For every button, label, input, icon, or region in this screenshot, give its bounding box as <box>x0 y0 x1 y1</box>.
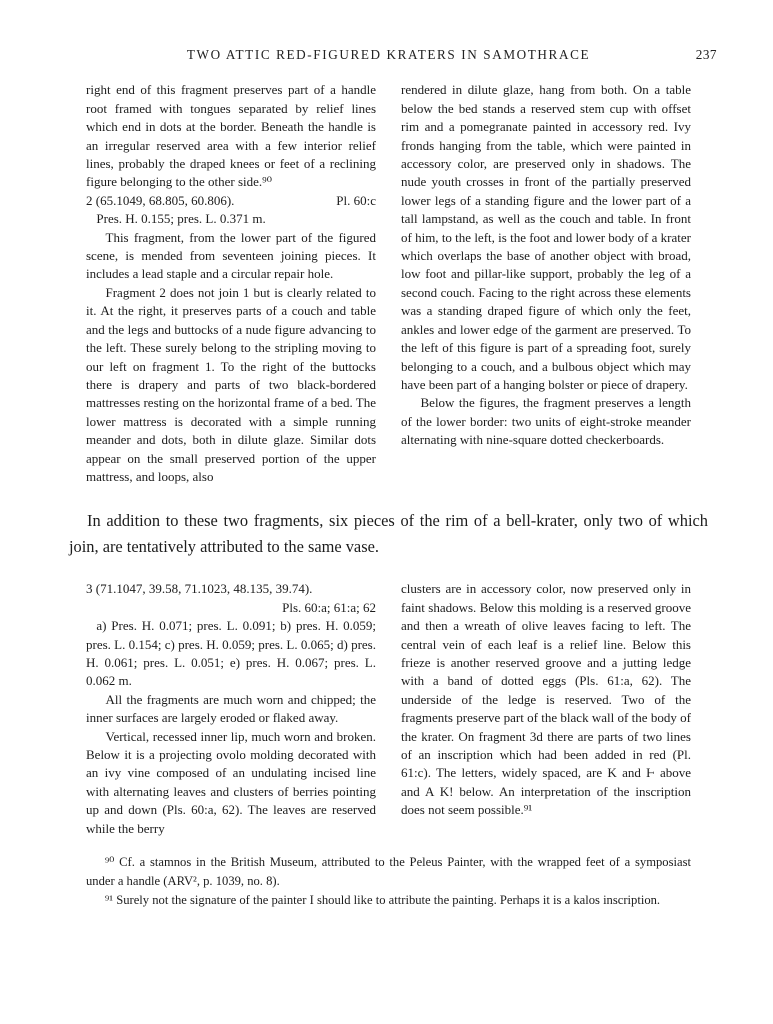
paragraph-lower-border: Below the figures, the fragment preserves a length of the lower border: two units of eight-stroke meander alternating with nine-square dotted checkerboards. <box>401 395 691 448</box>
upper-text-block <box>86 81 691 486</box>
running-head-title: TWO ATTIC RED-FIGURED KRATERS IN SAMOTHRACE <box>186 47 591 62</box>
paragraph-fragment2-description: This fragment, from the lower part of the figured scene, is mended from seventeen joining pieces. It includes a lead staple and a circular repair hole. <box>86 229 376 282</box>
catalog-entry-2-plate-ref: Pl. 60:c <box>336 192 376 208</box>
footnotes-block <box>86 853 691 910</box>
lower-right-column <box>401 580 691 838</box>
paragraph-fragment2-continuation: rendered in dilute glaze, hang from both. On a table below the bed stands a reserved stem cup with offset rim and a pomegranate painted in accessory red. Ivy fronds hanging from the table, which were painted in accessory color, are preserved only in shadows. The nude youth crosses in front of the partially preserved lower legs of a standing figure and the lower part of a tall lampstand, as well as the couch and table. In front of him, to the left, is the foot and lower body of a krater which overlaps the base of another object with broad, low foot and pillar-like support, probably the leg of a second couch. Facing to the right across these elements was a standing draped figure of which only the feet, ankles and lower edge of the garment are preserved. To the left of this figure is part of a spreading foot, surely belonging to a couch, and a bulbous object which may have been part of a hanging bolster or piece of drapery. <box>401 82 691 392</box>
upper-left-column <box>86 81 376 486</box>
paragraph-fragments-condition: All the fragments are much worn and chipped; the inner surfaces are largely eroded or flaked away. <box>86 691 376 726</box>
paragraph-fragment1-continuation: right end of this fragment preserves part of a handle root framed with tongues separated by relief lines which end in dots at the border. Beneath the handle is an irregular reserved area with a few interior relief lines, probably the draped knees or feet of a reclining figure belonging to the other side.⁹⁰ <box>86 82 376 190</box>
paragraph-fragment2-relation: Fragment 2 does not join 1 but is clearly related to it. At the right, it preserves parts of a couch and table and the legs and buttocks of a nude figure advancing to the left. These surely belong to the stripling moving to our left on fragment 1. To the right of the buttocks there is drapery and parts of two black-bordered mattresses resting on the horizontal frame of a bed. The lower mattress is decorated with a simple running meander and dots, both in dilute glaze. Similar dots appear on the small preserved portion of the upper mattress, and loops, also <box>86 284 376 484</box>
footnote-90: ⁹⁰ Cf. a stamnos in the British Museum, attributed to the Peleus Painter, with the wrapped feet of a symposiast under a handle (ARV², p. 1039, no. 8). <box>86 855 691 889</box>
upper-right-column <box>401 81 691 486</box>
catalog-entry-2-dimensions: Pres. H. 0.155; pres. L. 0.371 m. <box>96 211 266 227</box>
lower-left-column <box>86 580 376 838</box>
footnote-91: ⁹¹ Surely not the signature of the painter I should like to attribute the painting. Perhaps it is a kalos inscription. <box>104 893 661 908</box>
catalog-entry-2-heading-line <box>86 192 376 210</box>
paragraph-rim-continuation: clusters are in accessory color, now preserved only in faint shadows. Below this molding is a reserved groove and then a wreath of olive leaves facing to left. The central vein of each leaf is a relief line. Below this frieze is another reserved groove and a jutting ledge with a band of dotted eggs (Pls. 61:a, 62). The underside of the ledge is reserved. Two of the fragments preserve part of the black wall of the body of the krater. On fragment 3d there are parts of two lines of an inscription which had been added in red (Pl. 61:c). The letters, widely spaced, are K and Ⱶ above and A K! below. An interpretation of the inscription does not seem possible.⁹¹ <box>401 581 691 818</box>
catalog-entry-2-number: 2 (65.1049, 68.805, 60.806). <box>86 192 235 208</box>
paragraph-rim-description: Vertical, recessed inner lip, much worn and broken. Below it is a projecting ovolo molding decorated with an ivy vine composed of an undulating incised line with alternating leaves and clusters of berries pointing up and down (Pls. 60:a, 62). The leaves are reserved while the berry <box>86 728 376 836</box>
interlude-paragraph: In addition to these two fragments, six pieces of the rim of a bell-krater, only two of which join, are tentatively attributed to the same vase. <box>69 511 708 557</box>
catalog-entry-3-dimensions: a) Pres. H. 0.071; pres. L. 0.091; b) pres. H. 0.059; pres. L. 0.154; c) pres. H. 0.059; pres. L. 0.065; d) pres. H. 0.061; pres. L. 0.051; e) pres. H. 0.067; pres. L. 0.062 m. <box>86 618 376 689</box>
lower-text-block <box>86 580 691 838</box>
page-header <box>86 46 717 64</box>
catalog-entry-3-plate-refs: Pls. 60:a; 61:a; 62 <box>282 599 376 615</box>
catalog-entry-3-number: 3 (71.1047, 39.58, 71.1023, 48.135, 39.74). <box>86 581 313 597</box>
page-number: 237 <box>695 47 717 62</box>
